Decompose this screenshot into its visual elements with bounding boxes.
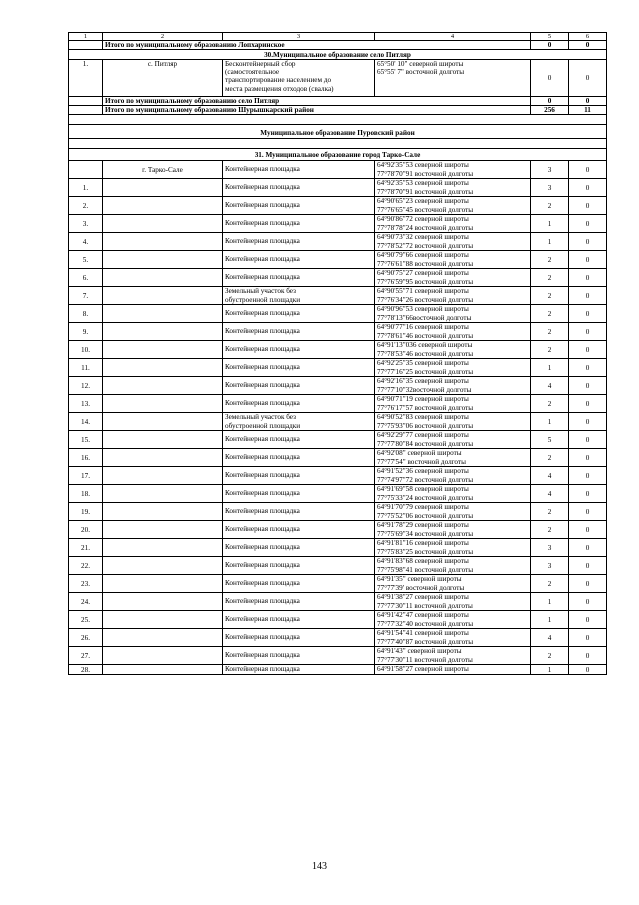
planned-count: 0 xyxy=(569,359,607,377)
settlement-name: с. Питляр xyxy=(103,60,223,97)
table-row xyxy=(69,251,607,269)
table-row xyxy=(69,467,607,485)
table-row xyxy=(69,449,607,467)
settlement-name xyxy=(103,557,223,575)
container-count: 2 xyxy=(531,647,569,665)
container-count: 1 xyxy=(531,413,569,431)
planned-count: 0 xyxy=(569,377,607,395)
planned-count: 0 xyxy=(569,395,607,413)
coordinates: 64°91'81"16 северной широты 77°75'83"25 восточной долготы xyxy=(375,539,531,557)
coordinates: 64°90'79"66 северной широты 77°76'61"88 восточной долготы xyxy=(375,251,531,269)
coordinates: 64°92'35"53 северной широты 77°78'70"91 восточной долготы xyxy=(375,161,531,179)
settlement-name xyxy=(103,413,223,431)
column-number-row xyxy=(69,33,607,41)
planned-count: 0 xyxy=(569,197,607,215)
district-title-row xyxy=(69,125,607,139)
planned-count: 0 xyxy=(569,539,607,557)
planned-count: 0 xyxy=(569,305,607,323)
site-type: Контейнерная площадка xyxy=(223,503,375,521)
site-type: Контейнерная площадка xyxy=(223,665,375,675)
site-type: Земельный участок без обустроенной площадки xyxy=(223,287,375,305)
planned-count: 0 xyxy=(569,665,607,675)
row-number: 5. xyxy=(69,251,103,269)
settlement-name xyxy=(103,485,223,503)
site-type: Контейнерная площадка xyxy=(223,341,375,359)
table-row xyxy=(69,377,607,395)
coordinates: 64°91'43" северной широты 77°77'30"11 восточной долготы xyxy=(375,647,531,665)
coordinates: 64°90'75"27 северной широты 77°76'59"95 восточной долготы xyxy=(375,269,531,287)
container-count: 1 xyxy=(531,593,569,611)
row-number: 27. xyxy=(69,647,103,665)
site-type: Контейнерная площадка xyxy=(223,233,375,251)
coordinates: 64°90'65"23 северной широты 77°76'65"45 восточной долготы xyxy=(375,197,531,215)
table-row xyxy=(69,233,607,251)
site-type: Бесконтейнерный сбор (самостоятельное транспортирование населением до места размещения отходов (свалка) xyxy=(223,60,375,97)
coordinates: 64°90'71"19 северной широты 77°76'17"57 восточной долготы xyxy=(375,395,531,413)
table-row xyxy=(69,197,607,215)
planned-count: 0 xyxy=(569,341,607,359)
settlement-name xyxy=(103,521,223,539)
row-number: 19. xyxy=(69,503,103,521)
planned-count: 0 xyxy=(569,647,607,665)
table-row xyxy=(69,611,607,629)
container-count: 0 xyxy=(531,60,569,97)
settlement-name xyxy=(103,503,223,521)
row-number: 10. xyxy=(69,341,103,359)
table-row xyxy=(69,665,607,675)
coordinates: 64°90'55"71 северной широты 77°76'34"26 восточной долготы xyxy=(375,287,531,305)
total-value: 11 xyxy=(569,106,607,115)
table-row xyxy=(69,521,607,539)
table-row xyxy=(69,629,607,647)
settlement-name xyxy=(103,323,223,341)
container-count: 2 xyxy=(531,287,569,305)
container-count: 2 xyxy=(531,305,569,323)
site-type: Контейнерная площадка xyxy=(223,557,375,575)
coordinates: 64°91'78"29 северной широты 77°75'69"34 восточной долготы xyxy=(375,521,531,539)
row-number: 1. xyxy=(69,179,103,197)
planned-count: 0 xyxy=(569,179,607,197)
container-count: 2 xyxy=(531,269,569,287)
site-type: Контейнерная площадка xyxy=(223,251,375,269)
total-value: 0 xyxy=(531,41,569,50)
planned-count: 0 xyxy=(569,467,607,485)
container-count: 2 xyxy=(531,575,569,593)
row-number: 16. xyxy=(69,449,103,467)
site-type: Контейнерная площадка xyxy=(223,269,375,287)
coordinates: 64°90'73"32 северной широты 77°78'52"72 восточной долготы xyxy=(375,233,531,251)
row-number: 3. xyxy=(69,215,103,233)
planned-count: 0 xyxy=(569,593,607,611)
planned-count: 0 xyxy=(569,431,607,449)
table-row xyxy=(69,161,607,179)
planned-count: 0 xyxy=(569,611,607,629)
site-type: Контейнерная площадка xyxy=(223,449,375,467)
container-count: 2 xyxy=(531,251,569,269)
settlement-name xyxy=(103,395,223,413)
settlement-name xyxy=(103,665,223,675)
planned-count: 0 xyxy=(569,521,607,539)
container-count: 3 xyxy=(531,539,569,557)
planned-count: 0 xyxy=(569,449,607,467)
settlement-name xyxy=(103,287,223,305)
column-number: 3 xyxy=(223,33,375,41)
coordinates: 64°90'52"83 северной широты 77°75'93"06 восточной долготы xyxy=(375,413,531,431)
row-number: 24. xyxy=(69,593,103,611)
coordinates: 64°92'08" северной широты 77°77'54" восточной долготы xyxy=(375,449,531,467)
total-row-pitlyar xyxy=(69,97,607,106)
coordinates: 64°90'96"53 северной широты 77°78'13"66восточной долготы xyxy=(375,305,531,323)
row-number: 26. xyxy=(69,629,103,647)
settlement-name xyxy=(103,305,223,323)
settlement-name xyxy=(103,215,223,233)
table-row xyxy=(69,557,607,575)
row-number: 12. xyxy=(69,377,103,395)
site-type: Контейнерная площадка xyxy=(223,323,375,341)
table-row xyxy=(69,575,607,593)
row-number: 15. xyxy=(69,431,103,449)
table-row xyxy=(69,215,607,233)
row-number: 20. xyxy=(69,521,103,539)
coordinates: 64°91'38"27 северной широты 77°77'30"11 восточной долготы xyxy=(375,593,531,611)
container-count: 2 xyxy=(531,341,569,359)
container-count: 1 xyxy=(531,665,569,675)
row-number: 1. xyxy=(69,60,103,97)
total-value: 0 xyxy=(569,97,607,106)
row-number: 6. xyxy=(69,269,103,287)
row-number: 8. xyxy=(69,305,103,323)
table-row xyxy=(69,503,607,521)
planned-count: 0 xyxy=(569,503,607,521)
container-count: 1 xyxy=(531,611,569,629)
planned-count: 0 xyxy=(569,557,607,575)
settlement-name xyxy=(103,197,223,215)
settlement-name xyxy=(103,539,223,557)
row-number: 4. xyxy=(69,233,103,251)
site-type: Контейнерная площадка xyxy=(223,431,375,449)
container-count: 3 xyxy=(531,557,569,575)
site-type: Контейнерная площадка xyxy=(223,467,375,485)
container-count: 3 xyxy=(531,161,569,179)
row-number: 9. xyxy=(69,323,103,341)
spacer-row xyxy=(69,139,607,149)
planned-count: 0 xyxy=(569,233,607,251)
settlement-name xyxy=(103,647,223,665)
site-type: Контейнерная площадка xyxy=(223,215,375,233)
container-count: 1 xyxy=(531,215,569,233)
container-count: 1 xyxy=(531,359,569,377)
table-row xyxy=(69,395,607,413)
waste-sites-table xyxy=(68,32,607,675)
planned-count: 0 xyxy=(569,287,607,305)
site-type: Контейнерная площадка xyxy=(223,179,375,197)
coordinates: 64°91'52"36 северной широты 77°74'97"72 восточной долготы xyxy=(375,467,531,485)
total-label: Итого по муниципальному образованию Лопхаринское xyxy=(103,41,531,50)
coordinates: 64°91'83"68 северной широты 77°75'98"41 восточной долготы xyxy=(375,557,531,575)
planned-count: 0 xyxy=(569,485,607,503)
column-number: 5 xyxy=(531,33,569,41)
container-count: 2 xyxy=(531,197,569,215)
container-count: 1 xyxy=(531,233,569,251)
site-type: Земельный участок без обустроенной площадки xyxy=(223,413,375,431)
coordinates: 64°91'58"27 северной широты xyxy=(375,665,531,675)
section-title-row xyxy=(69,149,607,161)
site-type: Контейнерная площадка xyxy=(223,539,375,557)
container-count: 2 xyxy=(531,449,569,467)
settlement-name xyxy=(103,611,223,629)
container-count: 4 xyxy=(531,485,569,503)
row-number: 14. xyxy=(69,413,103,431)
spacer-row xyxy=(69,115,607,125)
settlement-name xyxy=(103,575,223,593)
site-type: Контейнерная площадка xyxy=(223,485,375,503)
site-type: Контейнерная площадка xyxy=(223,575,375,593)
coordinates: 64°91'70"79 северной широты 77°75'52"06 восточной долготы xyxy=(375,503,531,521)
coordinates: 64°91'35" северной широты 77°77'39' восточной долготы xyxy=(375,575,531,593)
table-row xyxy=(69,593,607,611)
coordinates: 64°91'69"58 северной широты 77°75'33"24 восточной долготы xyxy=(375,485,531,503)
planned-count: 0 xyxy=(569,413,607,431)
site-type: Контейнерная площадка xyxy=(223,305,375,323)
table-row xyxy=(69,647,607,665)
coordinates: 64°91'13"036 северной широты 77°78'53"46 восточной долготы xyxy=(375,341,531,359)
planned-count: 0 xyxy=(569,161,607,179)
total-value: 0 xyxy=(569,41,607,50)
table-row xyxy=(69,269,607,287)
total-row-shuryshkar xyxy=(69,106,607,115)
container-count: 4 xyxy=(531,629,569,647)
container-count: 3 xyxy=(531,179,569,197)
site-type: Контейнерная площадка xyxy=(223,377,375,395)
container-count: 5 xyxy=(531,431,569,449)
row-number xyxy=(69,161,103,179)
column-number: 6 xyxy=(569,33,607,41)
settlement-name xyxy=(103,341,223,359)
row-number: 2. xyxy=(69,197,103,215)
total-label: Итого по муниципальному образованию Шурышкарский район xyxy=(103,106,531,115)
table-row xyxy=(69,413,607,431)
settlement-name xyxy=(103,233,223,251)
container-count: 2 xyxy=(531,395,569,413)
row-number: 25. xyxy=(69,611,103,629)
table-row xyxy=(69,539,607,557)
site-type: Контейнерная площадка xyxy=(223,629,375,647)
table-row xyxy=(69,287,607,305)
row-number: 11. xyxy=(69,359,103,377)
coordinates: 64°92'25"35 северной широты 77°77'16"25 восточной долготы xyxy=(375,359,531,377)
coordinates: 64°91'54"41 северной широты 77°77'40"87 восточной долготы xyxy=(375,629,531,647)
planned-count: 0 xyxy=(569,60,607,97)
container-count: 2 xyxy=(531,503,569,521)
settlement-name xyxy=(103,449,223,467)
district-title: Муниципальное образование Пуровский район xyxy=(69,125,607,139)
site-type: Контейнерная площадка xyxy=(223,197,375,215)
total-value: 256 xyxy=(531,106,569,115)
total-value: 0 xyxy=(531,97,569,106)
settlement-name xyxy=(103,377,223,395)
row-number: 28. xyxy=(69,665,103,675)
site-type: Контейнерная площадка xyxy=(223,359,375,377)
planned-count: 0 xyxy=(569,215,607,233)
settlement-name xyxy=(103,593,223,611)
coordinates: 65°50' 10" северной широты 65°55' 7" восточной долготы xyxy=(375,60,531,97)
document-page xyxy=(68,32,606,675)
coordinates: 64°91'42"47 северной широты 77°77'32"40 восточной долготы xyxy=(375,611,531,629)
planned-count: 0 xyxy=(569,575,607,593)
coordinates: 64°92'35"53 северной широты 77°78'70"91 восточной долготы xyxy=(375,179,531,197)
row-number: 22. xyxy=(69,557,103,575)
total-row-lopkharinskoe xyxy=(69,41,607,50)
column-number: 4 xyxy=(375,33,531,41)
settlement-name xyxy=(103,629,223,647)
section-title: 31. Муниципальное образование город Тарко-Сале xyxy=(69,149,607,161)
table-row xyxy=(69,431,607,449)
coordinates: 64°92'29"77 северной широты 77°77'80"84 восточной долготы xyxy=(375,431,531,449)
coordinates: 64°90'86"72 северной широты 77°78'78"24 восточной долготы xyxy=(375,215,531,233)
planned-count: 0 xyxy=(569,629,607,647)
settlement-name xyxy=(103,467,223,485)
settlement-name xyxy=(103,179,223,197)
settlement-name xyxy=(103,269,223,287)
row-number: 23. xyxy=(69,575,103,593)
table-row xyxy=(69,359,607,377)
table-row xyxy=(69,341,607,359)
container-count: 2 xyxy=(531,521,569,539)
container-count: 2 xyxy=(531,323,569,341)
table-row xyxy=(69,60,607,97)
page-number: 143 xyxy=(312,861,327,872)
row-number: 21. xyxy=(69,539,103,557)
planned-count: 0 xyxy=(569,269,607,287)
settlement-name xyxy=(103,359,223,377)
coordinates: 64°90'77"16 северной широты 77°78'61"46 восточной долготы xyxy=(375,323,531,341)
column-number: 2 xyxy=(103,33,223,41)
site-type: Контейнерная площадка xyxy=(223,647,375,665)
container-count: 4 xyxy=(531,377,569,395)
section-title-row xyxy=(69,50,607,60)
planned-count: 0 xyxy=(569,251,607,269)
table-row xyxy=(69,179,607,197)
site-type: Контейнерная площадка xyxy=(223,161,375,179)
row-number: 17. xyxy=(69,467,103,485)
site-type: Контейнерная площадка xyxy=(223,395,375,413)
site-type: Контейнерная площадка xyxy=(223,521,375,539)
settlement-name xyxy=(103,431,223,449)
row-number: 18. xyxy=(69,485,103,503)
site-type: Контейнерная площадка xyxy=(223,593,375,611)
row-number: 7. xyxy=(69,287,103,305)
table-row xyxy=(69,485,607,503)
settlement-name: г. Тарко-Сале xyxy=(103,161,223,179)
site-type: Контейнерная площадка xyxy=(223,611,375,629)
section-title: 30.Муниципальное образование село Питляр xyxy=(69,50,607,60)
table-row xyxy=(69,323,607,341)
column-number: 1 xyxy=(69,33,103,41)
settlement-name xyxy=(103,251,223,269)
table-row xyxy=(69,305,607,323)
planned-count: 0 xyxy=(569,323,607,341)
row-number: 13. xyxy=(69,395,103,413)
total-label: Итого по муниципальному образованию село Питляр xyxy=(103,97,531,106)
container-count: 4 xyxy=(531,467,569,485)
coordinates: 64°92'16"35 северной широты 77°77'10"32восточной долготы xyxy=(375,377,531,395)
